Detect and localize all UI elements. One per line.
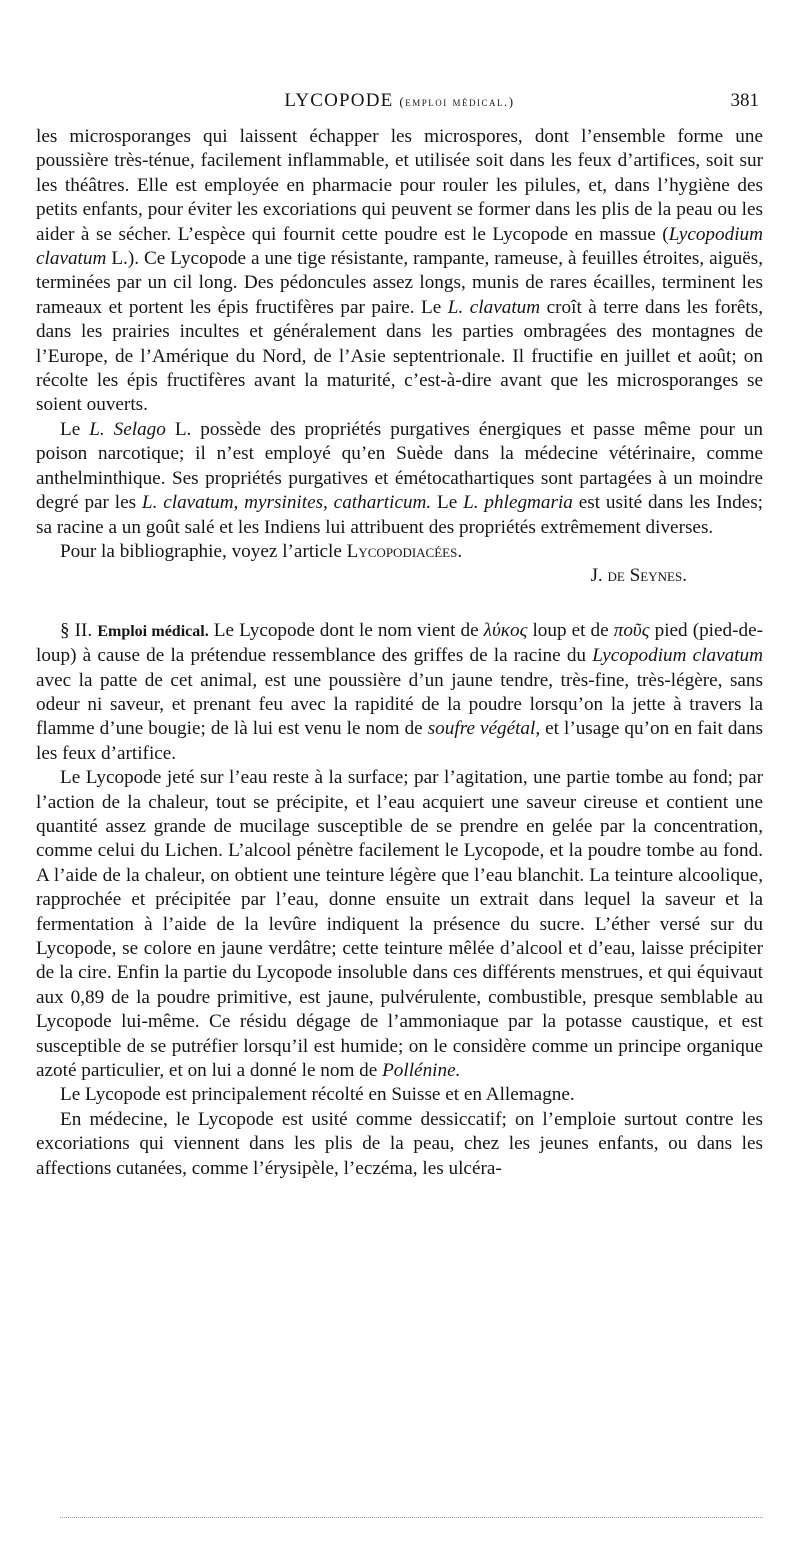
author-signature xyxy=(36,564,763,588)
section-title: Emploi médical. xyxy=(97,622,209,640)
text-run: Pour la bibliographie, voyez l’article xyxy=(60,540,347,562)
text-run: Le xyxy=(431,492,464,514)
article-reference: Lycopodiacées. xyxy=(346,540,463,562)
text-run: L. possède des propriétés purgatives énergiques et passe même pour un poison narcotique; il n’est employé qu’en Suède dans la médecine vétérinaire, comme anthelminthique. Ses propriétés purgatives et émétocathartiques sont partagées à un moindre degré par les xyxy=(36,418,763,514)
emphasis-term: Pollénine. xyxy=(382,1060,461,1082)
header-subtitle: (emploi médical.) xyxy=(399,94,515,109)
species-name: Lycopodium clavatum xyxy=(36,223,763,270)
species-name: L. clavatum xyxy=(447,296,541,318)
species-name: L. phlegmaria xyxy=(463,492,573,514)
running-title xyxy=(36,90,763,112)
text-run: loup et de xyxy=(527,619,614,641)
greek-word: λύκος xyxy=(483,619,528,641)
bottom-rule xyxy=(60,1517,763,1518)
text-run: Le Lycopode dont le nom vient de xyxy=(208,619,484,641)
text-run: les microsporanges qui laissent échapper les microspores, dont l’ensemble forme une poussière très-ténue, facilement inflammable, et utilisée soit dans les feux d’artifices, soit sur les théâtres. Elle est employée en pharmacie pour rouler les pilules, et, dans l’hygiène des petits enfants, pour éviter les excoriations qui peuvent se former dans les plis de la peau ou les aider à se sécher. L’espèce qui fournit cette poudre est le Lycopode en massue ( xyxy=(36,126,763,245)
text-run: pied (pied-de-loup) à cause de la prétendue ressemblance des griffes de la racine du xyxy=(36,619,764,667)
species-name: Lycopodium clavatum xyxy=(592,645,763,667)
paragraph-medicine xyxy=(36,1108,763,1181)
text-run: Le xyxy=(60,418,90,440)
paragraph-bibliography xyxy=(36,540,763,564)
header-title: LYCOPODE xyxy=(284,90,394,111)
page-number: 381 xyxy=(730,90,759,111)
paragraph-botany-description xyxy=(36,125,763,418)
section-number: § II. xyxy=(60,619,98,641)
paragraph-chemistry xyxy=(36,766,763,1083)
text-run: et l’usage qu’on en fait dans les feux d’artifice. xyxy=(36,718,763,764)
species-name: L. clavatum, myrsinites, catharticum. xyxy=(141,492,432,514)
text-run: Le Lycopode jeté sur l’eau reste à la surface; par l’agitation, une partie tombe au fond; par l’action de la chaleur, tout se précipite, et l’eau acquiert une saveur cireuse et contient une quantité assez grande de mucilage susceptible de se prendre en gelée par la concentration, comme celui du Lichen. L’alcool pénètre facilement le Lycopode, et la poudre tombe au fond. A l’aide de la chaleur, on obtient une teinture légère que l’eau blanchit. La teinture alcoolique, rapprochée et précipitée par l’eau, donne ensuite un extrait dans lequel la saveur et la fermentation à l’aide de la levûre indiquent la présence du sucre. L’éther versé sur du Lycopode, se colore en jaune verdâtre; cette teinture mêlée d’alcool et d’eau, laisse précipiter de la cire. Enfin la partie du Lycopode insoluble dans ces différents menstrues, et qui équivaut aux 0,89 de la poudre primitive, est jaune, pulvérulente, combustible, presque semblable au Lycopode lui-même. Ce résidu dégage de l’ammoniaque par la potasse caustique, et est susceptible de se putréfier lorsqu’il est humide; on le considère comme un principe organique azoté particulier, et on lui a donné le nom de xyxy=(36,767,763,1082)
greek-word: ποῦς xyxy=(613,619,650,641)
paragraph-harvest xyxy=(36,1083,763,1107)
text-run: avec la patte de cet animal, est une poussière d’un jaune tendre, très-fine, très-légère, sans odeur ni saveur, et prenant feu avec la rapidité de la poudre lorsqu’on la jette à travers la flamme d’une bougie; de là lui est venu le nom de xyxy=(36,669,763,740)
text-run: croît à terre dans les forêts, dans les prairies incultes et généralement dans les parties ombragées des montagnes de l’Europe, de l’Amérique du Nord, de l’Asie septentrionale. Il fructifie en juillet et août; on récolte les épis fructifères avant la maturité, c’est-à-dire avant que les microsporanges se soient ouverts. xyxy=(36,296,763,416)
text-run: L.). Ce Lycopode a une tige résistante, rampante, rameuse, à feuilles étroites, aiguës, terminées par un cil long. Des pédoncules assez longs, munis de rares écailles, terminent les rameaux et portent les épis fructifères par paire. Le xyxy=(36,248,763,318)
paragraph-selago xyxy=(36,418,763,540)
text-run: Le Lycopode est principalement récolté en Suisse et en Allemagne. xyxy=(60,1084,575,1106)
text-run: est usité dans les Indes; sa racine a un goût salé et les Indiens lui attribuent des propriétés extrêmement diverses. xyxy=(36,492,763,538)
emphasis-term: soufre végétal, xyxy=(427,718,541,740)
paragraph-section-ii xyxy=(36,619,763,766)
section-gap xyxy=(36,589,763,619)
page-body xyxy=(36,125,763,1181)
species-name: L. Selago xyxy=(89,418,166,440)
author-name: J. de Seynes. xyxy=(590,565,687,587)
running-header xyxy=(36,90,763,116)
text-run: En médecine, le Lycopode est usité comme dessiccatif; on l’emploie surtout contre les excoriations qui viennent dans les plis de la peau, chez les jeunes enfants, ou dans les affections cutanées, comme l’érysipèle, l’eczéma, les ulcéra- xyxy=(36,1108,763,1179)
